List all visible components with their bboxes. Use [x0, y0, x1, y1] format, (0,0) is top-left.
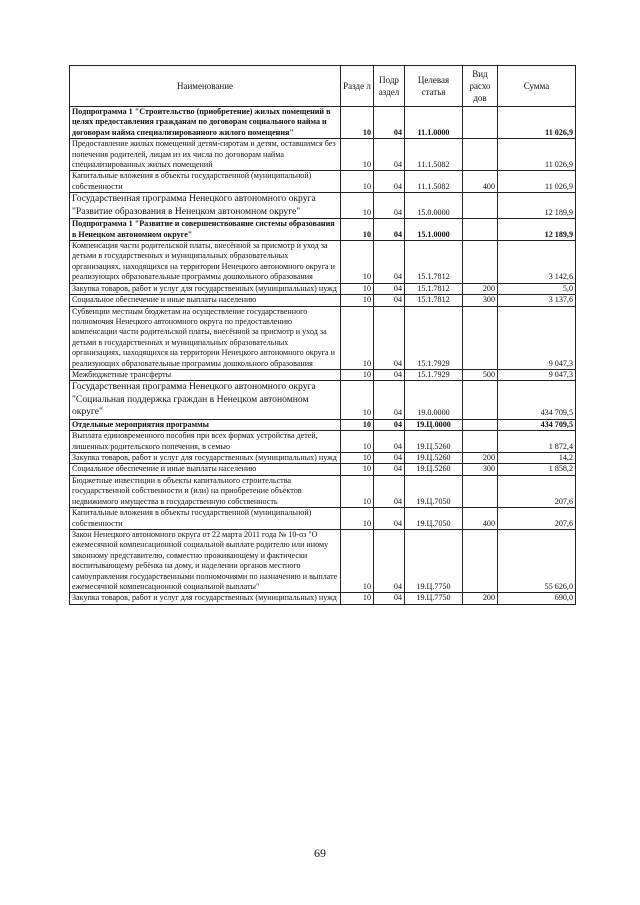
row-target-article-cell: 11.1.5082	[405, 139, 463, 171]
table-row	[70, 193, 576, 219]
row-section-cell: 10	[341, 306, 374, 369]
row-expense-type-cell	[463, 431, 498, 453]
row-name-cell: Государственная программа Ненецкого автономного округа "Развитие образования в Ненецком автономном округе"	[70, 193, 341, 219]
row-name-cell: Закупка товаров, работ и услуг для государственных (муниципальных) нужд	[70, 593, 341, 604]
row-amount-cell: 9 047,3	[498, 306, 576, 369]
row-target-article-cell: 19.Ц.5260	[405, 464, 463, 475]
row-target-article-cell: 19.Ц.5260	[405, 431, 463, 453]
row-amount-cell: 11 026,9	[498, 171, 576, 193]
row-target-article-cell: 19.Ц.7750	[405, 593, 463, 604]
row-section-cell: 10	[341, 295, 374, 306]
row-target-article-cell: 19.Ц.0000	[405, 419, 463, 430]
row-subsection-cell: 04	[374, 529, 405, 592]
row-expense-type-cell: 300	[463, 295, 498, 306]
table-row	[70, 464, 576, 475]
row-amount-cell: 14,2	[498, 453, 576, 464]
row-target-article-cell: 15.0.0000	[405, 193, 463, 219]
row-name-cell: Социальное обеспечение и иные выплаты населению	[70, 464, 341, 475]
row-amount-cell: 434 709,5	[498, 419, 576, 430]
row-amount-cell: 12 189,9	[498, 193, 576, 219]
row-expense-type-cell: 200	[463, 283, 498, 294]
row-amount-cell: 55 626,0	[498, 529, 576, 592]
row-section-cell: 10	[341, 431, 374, 453]
row-expense-type-cell	[463, 419, 498, 430]
row-amount-cell: 434 709,5	[498, 381, 576, 420]
column-header-amount: Сумма	[498, 66, 576, 107]
table-body	[70, 107, 576, 605]
row-name-cell: Закон Ненецкого автономного округа от 22 марта 2011 года № 10-оз "О ежемесячной компенсационной социальной выплате родителю или иному законному представителю, совместно проживающему и фактически воспитывающему ребёнка на дому, и наделении органов местного самоуправления государственными полномочиями по назначению и выплате ежемесячной компенсационной социальной выплаты"	[70, 529, 341, 592]
row-expense-type-cell: 400	[463, 171, 498, 193]
row-subsection-cell: 04	[374, 593, 405, 604]
row-name-cell: Капитальные вложения в объекты государственной (муниципальной) собственности	[70, 171, 341, 193]
row-amount-cell: 3 137,6	[498, 295, 576, 306]
table-row	[70, 593, 576, 604]
row-expense-type-cell	[463, 529, 498, 592]
row-target-article-cell: 19.Ц.5260	[405, 453, 463, 464]
row-subsection-cell: 04	[374, 475, 405, 507]
row-target-article-cell: 15.1.7812	[405, 283, 463, 294]
row-expense-type-cell: 500	[463, 369, 498, 380]
row-amount-cell: 3 142,6	[498, 241, 576, 284]
row-section-cell: 10	[341, 107, 374, 139]
table-row	[70, 381, 576, 420]
row-section-cell: 10	[341, 475, 374, 507]
row-name-cell: Подпрограмма 1 "Строительство (приобретение) жилых помещений в целях предоставления гражданам по договорам социального найма и договорам найма специализированного жилого помещения"	[70, 107, 341, 139]
row-amount-cell: 690,0	[498, 593, 576, 604]
table-row	[70, 453, 576, 464]
row-section-cell: 10	[341, 453, 374, 464]
row-expense-type-cell	[463, 107, 498, 139]
row-subsection-cell: 04	[374, 431, 405, 453]
row-expense-type-cell	[463, 381, 498, 420]
row-subsection-cell: 04	[374, 171, 405, 193]
row-expense-type-cell: 400	[463, 508, 498, 530]
row-subsection-cell: 04	[374, 295, 405, 306]
row-section-cell: 10	[341, 139, 374, 171]
table-row	[70, 306, 576, 369]
table-row	[70, 283, 576, 294]
row-target-article-cell: 11.1.5082	[405, 171, 463, 193]
row-target-article-cell: 19.Ц.7050	[405, 508, 463, 530]
row-expense-type-cell	[463, 306, 498, 369]
row-target-article-cell: 19.Ц.7750	[405, 529, 463, 592]
row-section-cell: 10	[341, 529, 374, 592]
column-header-subsection: Подр аздел	[374, 66, 405, 107]
row-amount-cell: 9 047,3	[498, 369, 576, 380]
budget-table	[69, 65, 576, 605]
row-name-cell: Закупка товаров, работ и услуг для государственных (муниципальных) нужд	[70, 283, 341, 294]
row-subsection-cell: 04	[374, 464, 405, 475]
table-row	[70, 529, 576, 592]
row-section-cell: 10	[341, 381, 374, 420]
row-target-article-cell: 19.Ц.7050	[405, 475, 463, 507]
row-subsection-cell: 04	[374, 381, 405, 420]
row-amount-cell: 1 872,4	[498, 431, 576, 453]
table-row	[70, 139, 576, 171]
row-name-cell: Субвенции местным бюджетам на осуществление государственного полномочия Ненецкого автономного округа по предоставлению компенсации части родительской платы, внесённой за присмотр и уход за детьми в государственных и муниципальных образовательных организациях, находящихся на территории Ненецкого автономного округа и реализующих образовательные программы дошкольного образования	[70, 306, 341, 369]
row-name-cell: Государственная программа Ненецкого автономного округа "Социальная поддержка граждан в Ненецком автономном округе"	[70, 381, 341, 420]
row-expense-type-cell	[463, 219, 498, 241]
column-header-expense-type: Вид расхо дов	[463, 66, 498, 107]
row-target-article-cell: 15.1.0000	[405, 219, 463, 241]
row-section-cell: 10	[341, 241, 374, 284]
row-name-cell: Закупка товаров, работ и услуг для государственных (муниципальных) нужд	[70, 453, 341, 464]
table-row	[70, 295, 576, 306]
row-name-cell: Межбюджетные трансферты	[70, 369, 341, 380]
row-subsection-cell: 04	[374, 369, 405, 380]
row-section-cell: 10	[341, 171, 374, 193]
page-number: 69	[314, 846, 326, 860]
row-subsection-cell: 04	[374, 508, 405, 530]
row-section-cell: 10	[341, 193, 374, 219]
row-amount-cell: 1 858,2	[498, 464, 576, 475]
row-amount-cell: 12 189,9	[498, 219, 576, 241]
row-section-cell: 10	[341, 219, 374, 241]
row-name-cell: Отдельные мероприятия программы	[70, 419, 341, 430]
row-name-cell: Подпрограмма 1 "Развитие и совершенствование системы образования в Ненецком автономном округе"	[70, 219, 341, 241]
row-section-cell: 10	[341, 464, 374, 475]
table-row	[70, 241, 576, 284]
row-section-cell: 10	[341, 419, 374, 430]
row-subsection-cell: 04	[374, 139, 405, 171]
row-expense-type-cell	[463, 139, 498, 171]
row-subsection-cell: 04	[374, 219, 405, 241]
row-section-cell: 10	[341, 593, 374, 604]
table-row	[70, 419, 576, 430]
table-row	[70, 369, 576, 380]
row-subsection-cell: 04	[374, 241, 405, 284]
table-header-row	[70, 66, 576, 107]
row-section-cell: 10	[341, 283, 374, 294]
row-name-cell: Бюджетные инвестиции в объекты капитального строительства государственной собственности и (или) на приобретение объектов недвижимого имущества в государственную собственность	[70, 475, 341, 507]
row-section-cell: 10	[341, 508, 374, 530]
row-expense-type-cell: 200	[463, 593, 498, 604]
row-amount-cell: 5,0	[498, 283, 576, 294]
row-section-cell: 10	[341, 369, 374, 380]
row-name-cell: Компенсация части родительской платы, внесённой за присмотр и уход за детьми в государственных и муниципальных образовательных организациях, находящихся на территории Ненецкого автономного округа и реализующих образовательные программы дошкольного образования	[70, 241, 341, 284]
column-header-name: Наименование	[70, 66, 341, 107]
table-row	[70, 171, 576, 193]
row-amount-cell: 11 026,9	[498, 107, 576, 139]
row-subsection-cell: 04	[374, 419, 405, 430]
row-expense-type-cell: 200	[463, 453, 498, 464]
row-subsection-cell: 04	[374, 193, 405, 219]
row-subsection-cell: 04	[374, 283, 405, 294]
table-row	[70, 475, 576, 507]
row-subsection-cell: 04	[374, 453, 405, 464]
table-row	[70, 508, 576, 530]
row-name-cell: Выплата единовременного пособия при всех формах устройства детей, лишенных родительского попечения, в семью	[70, 431, 341, 453]
table-row	[70, 107, 576, 139]
row-amount-cell: 11 026,9	[498, 139, 576, 171]
column-header-target-article: Целевая статья	[405, 66, 463, 107]
row-target-article-cell: 15.1.7812	[405, 295, 463, 306]
row-target-article-cell: 19.0.0000	[405, 381, 463, 420]
row-subsection-cell: 04	[374, 107, 405, 139]
row-amount-cell: 207,6	[498, 508, 576, 530]
row-name-cell: Социальное обеспечение и иные выплаты населению	[70, 295, 341, 306]
row-target-article-cell: 15.1.7929	[405, 306, 463, 369]
row-target-article-cell: 15.1.7812	[405, 241, 463, 284]
table-row	[70, 219, 576, 241]
row-expense-type-cell	[463, 193, 498, 219]
row-target-article-cell: 11.1.0000	[405, 107, 463, 139]
table-row	[70, 431, 576, 453]
row-subsection-cell: 04	[374, 306, 405, 369]
row-target-article-cell: 15.1.7929	[405, 369, 463, 380]
row-expense-type-cell	[463, 475, 498, 507]
column-header-section: Разде л	[341, 66, 374, 107]
row-name-cell: Предоставление жилых помещений детям-сиротам и детям, оставшимся без попечения родителей, лицам из их числа по договорам найма специализированных жилых помещений	[70, 139, 341, 171]
row-expense-type-cell	[463, 241, 498, 284]
row-name-cell: Капитальные вложения в объекты государственной (муниципальной) собственности	[70, 508, 341, 530]
row-amount-cell: 207,6	[498, 475, 576, 507]
row-expense-type-cell: 300	[463, 464, 498, 475]
